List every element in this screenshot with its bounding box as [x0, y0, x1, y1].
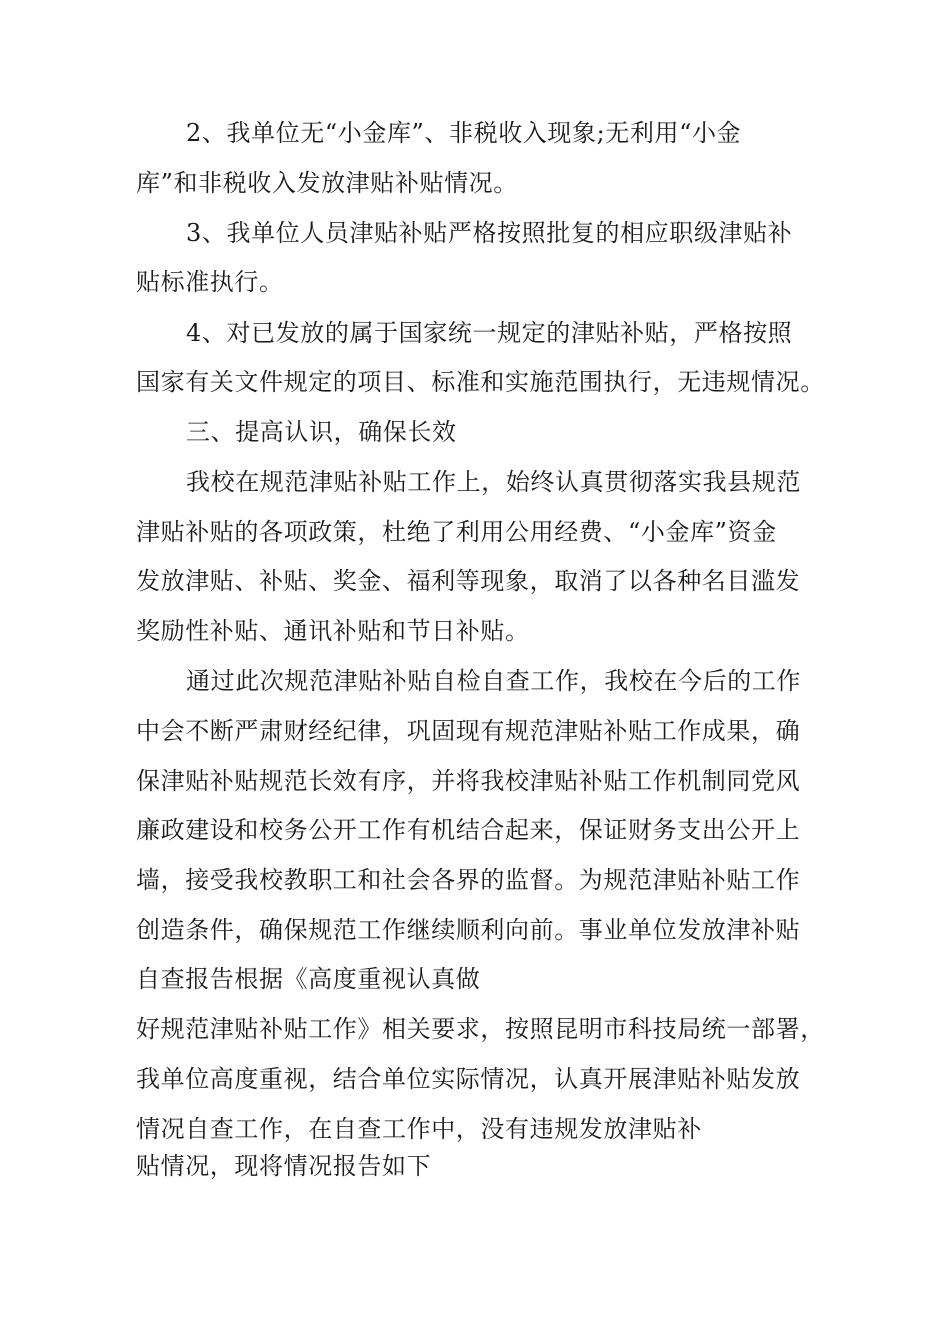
- text-line: 4、对已发放的属于国家统一规定的津贴补贴，严格按照: [186, 319, 793, 347]
- text-line: 廉政建设和校务公开工作有机结合起来，保证财务支出公开上: [136, 816, 801, 844]
- text-line: 库”和非税收入发放津贴补贴情况。: [136, 169, 518, 197]
- text-line: 我校在规范津贴补贴工作上，始终认真贯彻落实我县规范: [186, 468, 801, 496]
- text-line: 墙，接受我校教职工和社会各界的监督。为规范津贴补贴工作: [136, 866, 801, 894]
- text-line: 情况自查工作，在自查工作中，没有违规发放津贴补: [136, 1115, 702, 1143]
- text-line: 好规范津贴补贴工作》相关要求，按照昆明市科技局统一部署，: [136, 1015, 825, 1043]
- text-line: 贴标准执行。: [136, 268, 284, 296]
- section-heading: 三、提高认识，确保长效: [186, 418, 457, 446]
- text-line: 我单位高度重视，结合单位实际情况，认真开展津贴补贴发放: [136, 1065, 801, 1093]
- text-line: 3、我单位人员津贴补贴严格按照批复的相应职级津贴补: [186, 219, 793, 247]
- text-line: 国家有关文件规定的项目、标准和实施范围执行，无违规情况。: [136, 368, 825, 396]
- text-line: 贴情况，现将情况报告如下: [136, 1152, 432, 1180]
- text-line: 奖励性补贴、通讯补贴和节日补贴。: [136, 617, 530, 645]
- text-line: 通过此次规范津贴补贴自检自查工作，我校在今后的工作: [186, 667, 801, 695]
- text-line: 创造条件，确保规范工作继续顺利向前。事业单位发放津补贴: [136, 916, 801, 944]
- text-line: 2、我单位无“小金库”、非税收入现象;无利用“小金: [186, 119, 742, 147]
- text-line: 自查报告根据《高度重视认真做: [136, 965, 481, 993]
- text-line: 保津贴补贴规范长效有序，并将我校津贴补贴工作机制同党风: [136, 767, 801, 795]
- text-line: 津贴补贴的各项政策，杜绝了利用公用经费、“小金库”资金: [136, 518, 777, 546]
- text-line: 中会不断严肃财经纪律，巩固现有规范津贴补贴工作成果，确: [136, 717, 801, 745]
- text-line: 发放津贴、补贴、奖金、福利等现象，取消了以各种名目滥发: [136, 567, 801, 595]
